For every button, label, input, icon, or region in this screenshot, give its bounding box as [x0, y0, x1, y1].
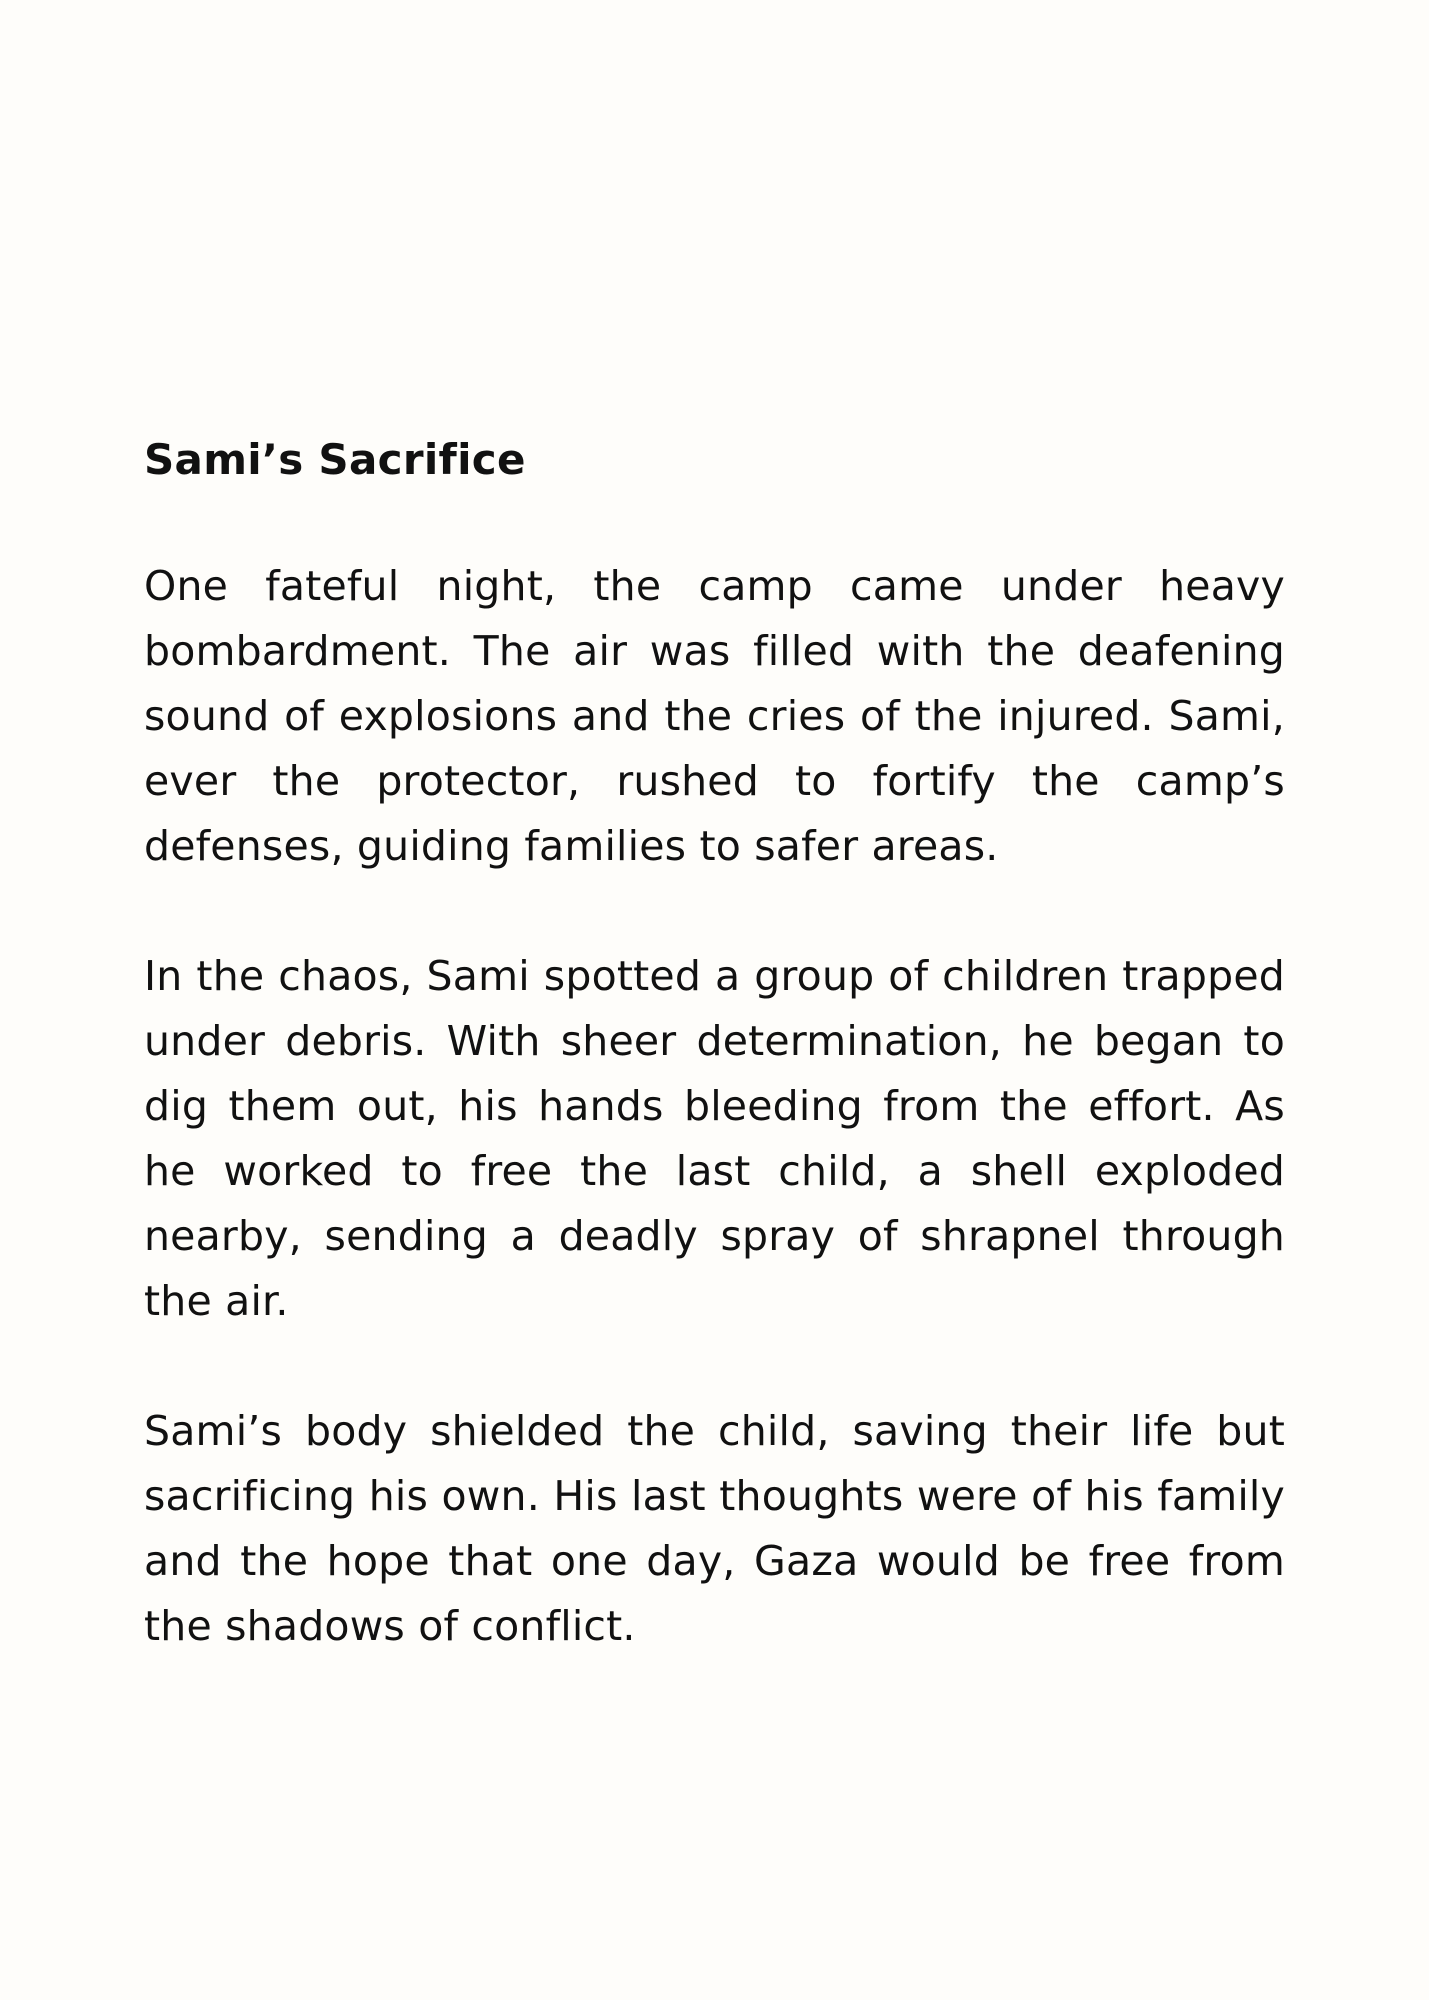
- paragraph: Sami’s body shielded the child, saving their life but sacrificing his own. His last thoughts were of his family and the hope that one day, Gaza would be free from the shadows of conflict.: [144, 1407, 1285, 1650]
- document-page: [144, 428, 1285, 1659]
- paragraph: One fateful night, the camp came under heavy bombardment. The air was filled with the deafening sound of explosions and the cries of the injured. Sami, ever the protector, rushed to fortify the camp’s defenses, guiding families to safer areas.: [144, 562, 1285, 870]
- document-title: Sami’s Sacrifice: [144, 435, 526, 484]
- paragraph: In the chaos, Sami spotted a group of children trapped under debris. With sheer determination, he began to dig them out, his hands bleeding from the effort. As he worked to free the last child, a shell exploded nearby, sending a deadly spray of shrapnel through the air.: [144, 952, 1285, 1325]
